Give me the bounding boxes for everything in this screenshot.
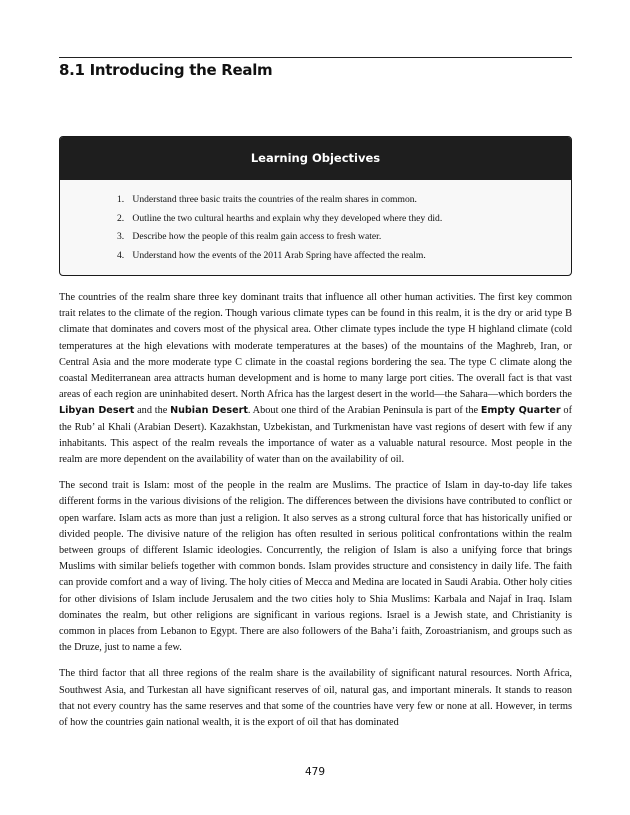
objective-item [117,191,571,210]
objective-number: 1. [117,194,125,205]
objective-number: 2. [117,212,125,224]
page-number: 479 [304,766,326,778]
paragraph-text: of the Rub’ al Khali (Arabian Desert). Kazakhstan, Uzbekistan, and Turkmenistan have vast regions of desert with few if any inhabitants. This aspect of the realm reveals the importance of water as a valuable natural resource. Most people in the realm are more dependent on the availability of water than on the availability of oil. [59,405,573,466]
objective-text: Understand three basic traits the countries of the realm shares in common. [132,194,417,205]
section-title: 8.1 Introducing the Realm [59,61,273,79]
objective-text: Describe how the people of this realm gain access to fresh water. [132,231,382,242]
objective-item [117,247,571,266]
key-term-empty-quarter: Empty Quarter [480,405,561,417]
objective-text: Outline the two cultural hearths and explain why they developed where they did. [132,212,443,224]
paragraph-text: and the [134,405,171,417]
paragraph-text: The countries of the realm share three key dominant traits that influence all other human activities. The first key common trait relates to the climate of the region. Though various climate types can be found in this realm, it is the dry or arid type B climate that dominates and covers most of the physical area. Other climate types include the type H highland climate (cold temperatures at the high elevations with moderate temperatures at the bases) of the mountains of the Maghreb, Iran, or Central Asia and the more moderate type C climate in the coastal regions bordering the sea. The type C climate along the coastal Mediterranean area attracts human development and is home to many large port cities. The overall fact is that vast areas of each region are uninhabited desert. North Africa has the largest desert in the world—the Sahara—which borders the [59,292,572,401]
objective-text: Understand how the events of the 2011 Arab Spring have affected the realm. [132,249,426,261]
objective-item [117,210,571,229]
learning-objectives-list [60,180,571,265]
paragraph-climate [59,290,572,468]
objective-item [117,228,571,247]
header-rule [59,57,572,58]
objective-number: 3. [117,231,125,242]
key-term-nubian-desert: Nubian Desert [170,405,248,417]
body-text [59,290,572,741]
paragraph-resources: The third factor that all three regions of the realm share is the availability of significant natural resources. North Africa, Southwest Asia, and Turkestan all have significant reserves of oil, natural gas, and important minerals. It stands to reason that not every country has the same reserves and that some of the countries have very few or none at all. However, in terms of how the countries gain national wealth, it is the export of oil that has dominated [59,668,572,729]
learning-objectives-heading: Learning Objectives [60,137,571,180]
objective-number: 4. [117,249,125,261]
key-term-libyan-desert: Libyan Desert [59,405,135,417]
paragraph-islam: The second trait is Islam: most of the people in the realm are Muslims. The practice of Islam in day-to-day life takes different forms in the various divisions of the religion. The differences between the divisions have contributed to conflict or open warfare. Islam acts as more than just a religion. It also serves as a strong cultural force that has historically unified or divided people. The divisive nature of the religion has often resulted in serious political confrontations within the realm between groups of different Islamic ideologies. Concurrently, the religion of Islam is also a unifying force that brings Muslims with similar beliefs together with common bonds. Islam provides structure and consistency in daily life. The faith can provide comfort and a way of living. The holy cities of Mecca and Medina are located in Saudi Arabia. Other holy cities for other divisions of Islam include Jerusalem and the two cities holy to Shia Muslims: Karbala and Najaf in Iraq. Islam dominates the realm, but other religions are significant in various regions. Israel is a Jewish state, and Christianity is common in places from Lebanon to Egypt. There are also followers of the Baha’i faith, Zoroastrianism, and groups such as the Druze, just to name a few. [59,480,572,654]
paragraph-text: . About one third of the Arabian Peninsula is part of the [247,405,481,417]
learning-objectives-box [59,136,572,276]
